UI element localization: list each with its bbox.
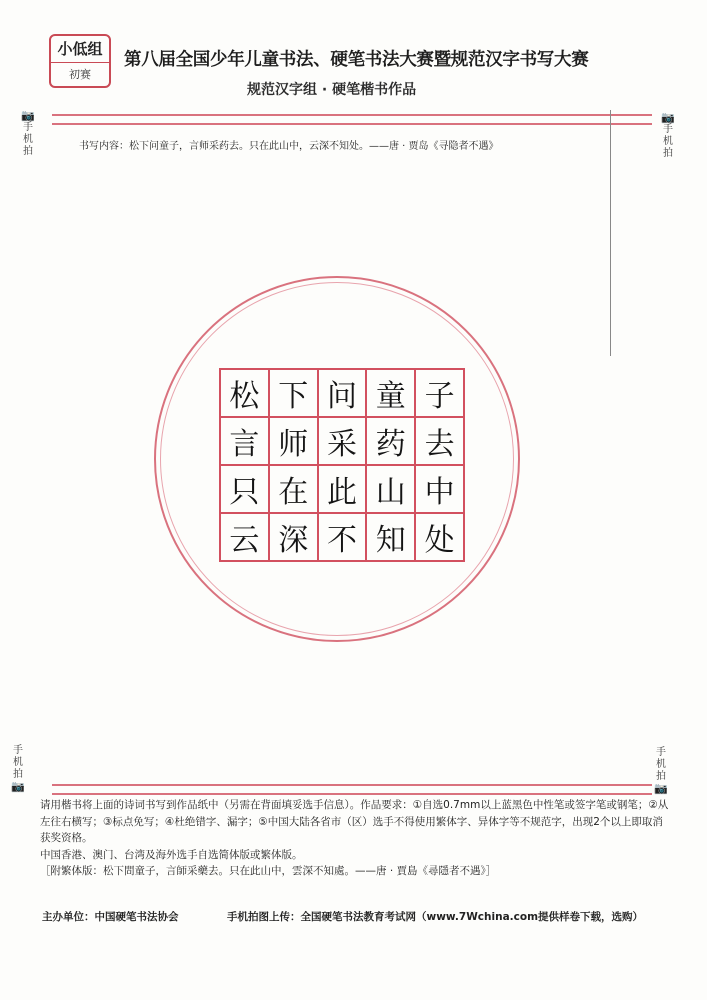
corner-mark-top-right: [660, 112, 676, 160]
requirements-traditional: ［附繁体版：松下問童子，言師采藥去。只在此山中，雲深不知處。——唐 · 賈島《尋隱者不遇》］: [40, 865, 497, 877]
grid-cell: 言: [220, 417, 269, 465]
grid-cell: 深: [269, 513, 318, 561]
requirements-hk-tw: 中国香港、澳门、台湾及海外选手自选简体版或繁体版。: [40, 848, 303, 861]
grid-cell: 此: [318, 465, 367, 513]
grid-cell: 童: [366, 369, 415, 417]
top-divider-2: [52, 123, 652, 125]
corner-label: 手机拍: [23, 122, 33, 157]
grid-cell: 药: [366, 417, 415, 465]
requirements: [40, 797, 670, 880]
corner-label: 手机拍: [656, 747, 666, 782]
bottom-divider: [52, 784, 652, 786]
grid-cell: 只: [220, 465, 269, 513]
upload-info: 手机拍图上传：全国硬笔书法教育考试网（www.7Wchina.com提供样卷下载，选购）: [227, 911, 644, 923]
corner-label: 手机拍: [663, 124, 673, 159]
corner-mark-top-left: [20, 110, 36, 158]
top-divider: [52, 114, 652, 116]
camera-icon: 📷: [21, 109, 35, 122]
grid-cell: 去: [415, 417, 464, 465]
grid-cell: 山: [366, 465, 415, 513]
grid-cell: 知: [366, 513, 415, 561]
writing-grid: [219, 368, 465, 562]
requirements-text: 请用楷书将上面的诗词书写到作品纸中（另需在背面填妥选手信息）。作品要求：①自选0.7mm以上蓝黑色中性笔或签字笔或钢笔；②从左往右横写；③标点免写；④杜绝错字、漏字；⑤中国大陆各省市（区）选手不得使用繁体字、异体字等不规范字，出现2个以上即取消获奖资格。: [40, 799, 669, 844]
grid-cell: 问: [318, 369, 367, 417]
grid-cell: 处: [415, 513, 464, 561]
corner-mark-bottom-left: [10, 745, 26, 793]
grid-cell: 松: [220, 369, 269, 417]
corner-label: 手机拍: [13, 745, 23, 780]
organizer: 主办单位：中国硬笔书法协会: [42, 911, 179, 923]
grid-cell: 在: [269, 465, 318, 513]
stage-label: 初赛: [69, 68, 91, 81]
grid-cell: 云: [220, 513, 269, 561]
camera-icon: 📷: [654, 782, 668, 795]
grid-cell: 采: [318, 417, 367, 465]
page-title: 第八届全国少年儿童书法、硬笔书法大赛暨规范汉字书写大赛: [124, 50, 589, 70]
grid-cell: 子: [415, 369, 464, 417]
grid-cell: 不: [318, 513, 367, 561]
grid-cell: 下: [269, 369, 318, 417]
corner-mark-bottom-right: [653, 747, 669, 795]
grid-cell: 师: [269, 417, 318, 465]
camera-icon: 📷: [661, 111, 675, 124]
group-label: 小低组: [51, 36, 109, 63]
page-subtitle: 规范汉字组 · 硬笔楷书作品: [247, 82, 417, 98]
margin-line: [610, 110, 611, 356]
grid-cell: 中: [415, 465, 464, 513]
camera-icon: 📷: [11, 780, 25, 793]
writing-content: 书写内容：松下问童子，言师采药去。只在此山中，云深不知处。——唐 · 贾岛《寻隐者不遇》: [79, 141, 499, 152]
group-badge: [49, 34, 111, 88]
bottom-divider-2: [52, 793, 652, 795]
